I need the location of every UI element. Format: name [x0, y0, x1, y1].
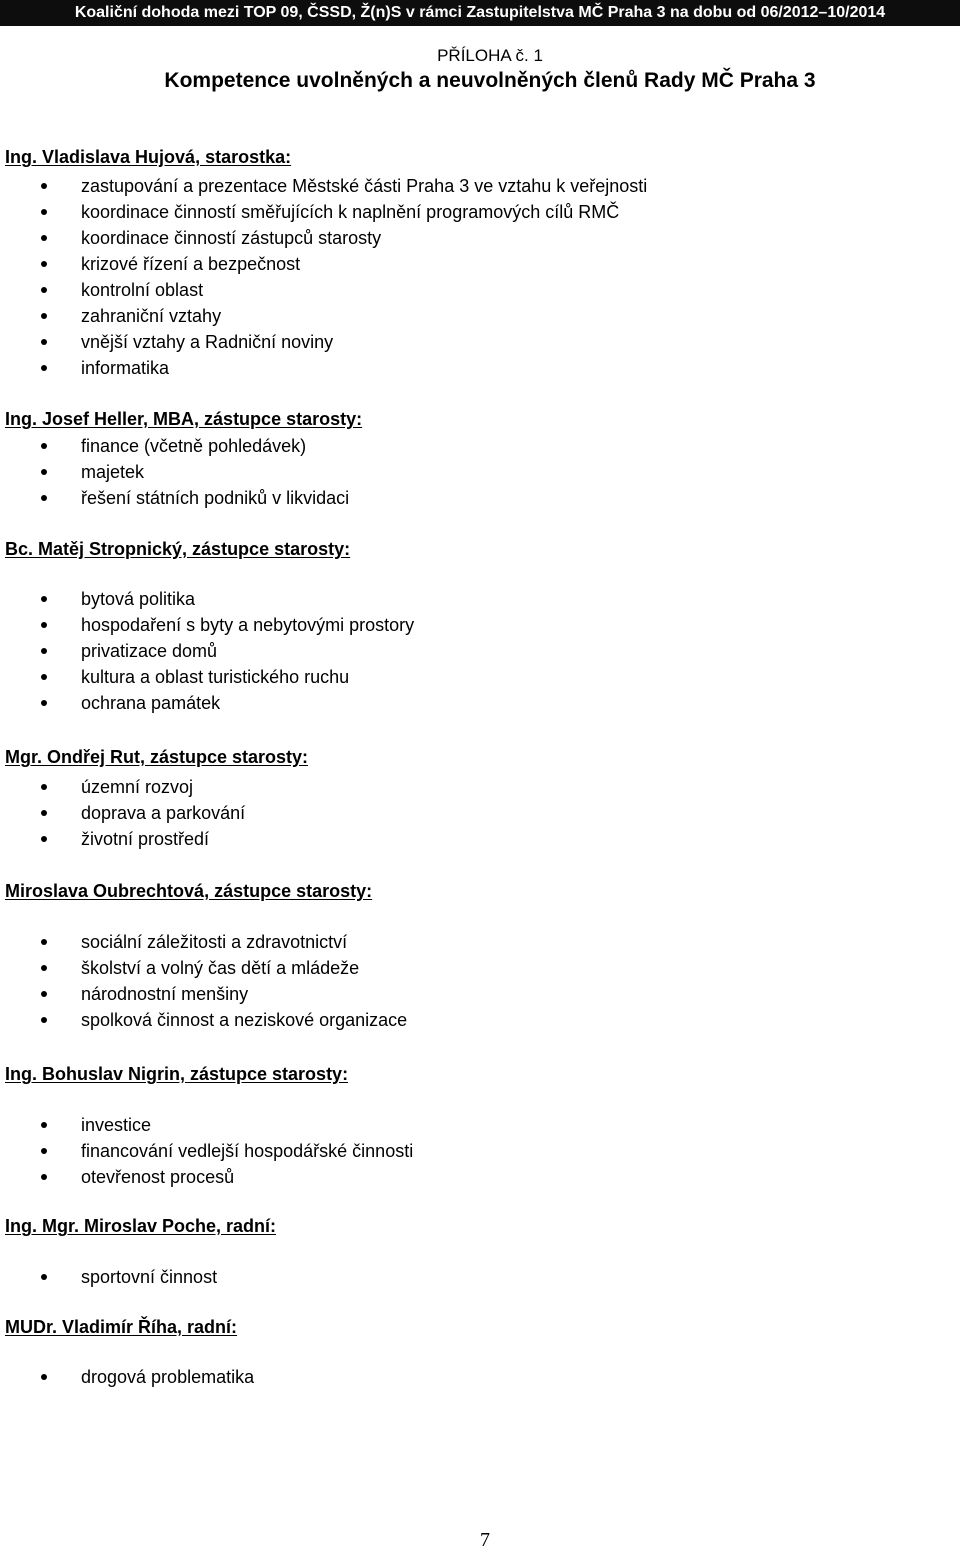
bullet-icon: [41, 235, 47, 241]
list-item-text: informatika: [81, 358, 170, 378]
bullet-icon: [41, 339, 47, 345]
list-item-text: územní rozvoj: [81, 777, 194, 797]
bullet-icon: [41, 313, 47, 319]
bullet-icon: [41, 209, 47, 215]
list-item-text: privatizace domů: [81, 641, 218, 661]
bullet-icon: [41, 287, 47, 293]
list-item-text: bytová politika: [81, 589, 196, 609]
section-heading: MUDr. Vladimír Říha, radní:: [5, 1317, 238, 1337]
list-item-text: zastupování a prezentace Městské části Praha 3 ve vztahu k veřejnosti: [81, 176, 648, 196]
list-item-text: sociální záležitosti a zdravotnictví: [81, 932, 348, 952]
bullet-icon: [41, 365, 47, 371]
bullet-icon: [41, 469, 47, 475]
section-heading: Bc. Matěj Stropnický, zástupce starosty:: [5, 539, 351, 559]
list-item-text: krizové řízení a bezpečnost: [81, 254, 301, 274]
bullet-icon: [41, 1374, 47, 1380]
bullet-icon: [41, 784, 47, 790]
appendix-label: PŘÍLOHA č. 1: [437, 46, 543, 65]
list-item-text: investice: [81, 1115, 152, 1135]
bullet-icon: [41, 443, 47, 449]
section-heading: Ing. Bohuslav Nigrin, zástupce starosty:: [5, 1064, 349, 1084]
bullet-icon: [41, 700, 47, 706]
list-item-text: kultura a oblast turistického ruchu: [81, 667, 350, 687]
bullet-icon: [41, 1274, 47, 1280]
list-item-text: ochrana památek: [81, 693, 221, 713]
bullet-icon: [41, 183, 47, 189]
list-item-text: zahraniční vztahy: [81, 306, 222, 326]
bullet-icon: [41, 965, 47, 971]
list-item-text: hospodaření s byty a nebytovými prostory: [81, 615, 415, 635]
section-heading: Mgr. Ondřej Rut, zástupce starosty:: [5, 747, 309, 767]
section-heading: Ing. Vladislava Hujová, starostka:: [5, 147, 292, 167]
bullet-icon: [41, 939, 47, 945]
list-item-text: životní prostředí: [81, 829, 210, 849]
bullet-icon: [41, 1174, 47, 1180]
list-item-text: koordinace činností směřujících k naplnění programových cílů RMČ: [81, 202, 620, 222]
bullet-icon: [41, 1122, 47, 1128]
list-item-text: spolková činnost a neziskové organizace: [81, 1010, 408, 1030]
list-item-text: školství a volný čas dětí a mládeže: [81, 958, 360, 978]
bullet-icon: [41, 810, 47, 816]
list-item-text: financování vedlejší hospodářské činnosti: [81, 1141, 414, 1161]
list-item-text: majetek: [81, 462, 145, 482]
list-item-text: koordinace činností zástupců starosty: [81, 228, 382, 248]
bullet-icon: [41, 495, 47, 501]
document-header-banner: Koaliční dohoda mezi TOP 09, ČSSD, Ž(n)S v rámci Zastupitelstva MČ Praha 3 na dobu od 06/2012–10/2014: [0, 0, 960, 26]
bullet-icon: [41, 1017, 47, 1023]
section-heading: Miroslava Oubrechtová, zástupce starosty:: [5, 881, 373, 901]
bullet-icon: [41, 674, 47, 680]
list-item-text: kontrolní oblast: [81, 280, 204, 300]
list-item-text: národnostní menšiny: [81, 984, 249, 1004]
bullet-icon: [41, 261, 47, 267]
list-item-text: drogová problematika: [81, 1367, 255, 1387]
list-item-text: finance (včetně pohledávek): [81, 436, 307, 456]
page-number: 7: [480, 1529, 490, 1551]
list-item-text: sportovní činnost: [81, 1267, 218, 1287]
bullet-icon: [41, 1148, 47, 1154]
bullet-icon: [41, 622, 47, 628]
bullet-icon: [41, 648, 47, 654]
list-item-text: doprava a parkování: [81, 803, 246, 823]
bullet-icon: [41, 991, 47, 997]
list-item-text: řešení státních podniků v likvidaci: [81, 488, 350, 508]
bullet-icon: [41, 836, 47, 842]
list-item-text: vnější vztahy a Radniční noviny: [81, 332, 334, 352]
document-title: Kompetence uvolněných a neuvolněných členů Rady MČ Praha 3: [164, 69, 816, 92]
section-heading: Ing. Mgr. Miroslav Poche, radní:: [5, 1216, 277, 1236]
list-item-text: otevřenost procesů: [81, 1167, 235, 1187]
bullet-icon: [41, 596, 47, 602]
section-heading: Ing. Josef Heller, MBA, zástupce starosty:: [5, 409, 363, 429]
